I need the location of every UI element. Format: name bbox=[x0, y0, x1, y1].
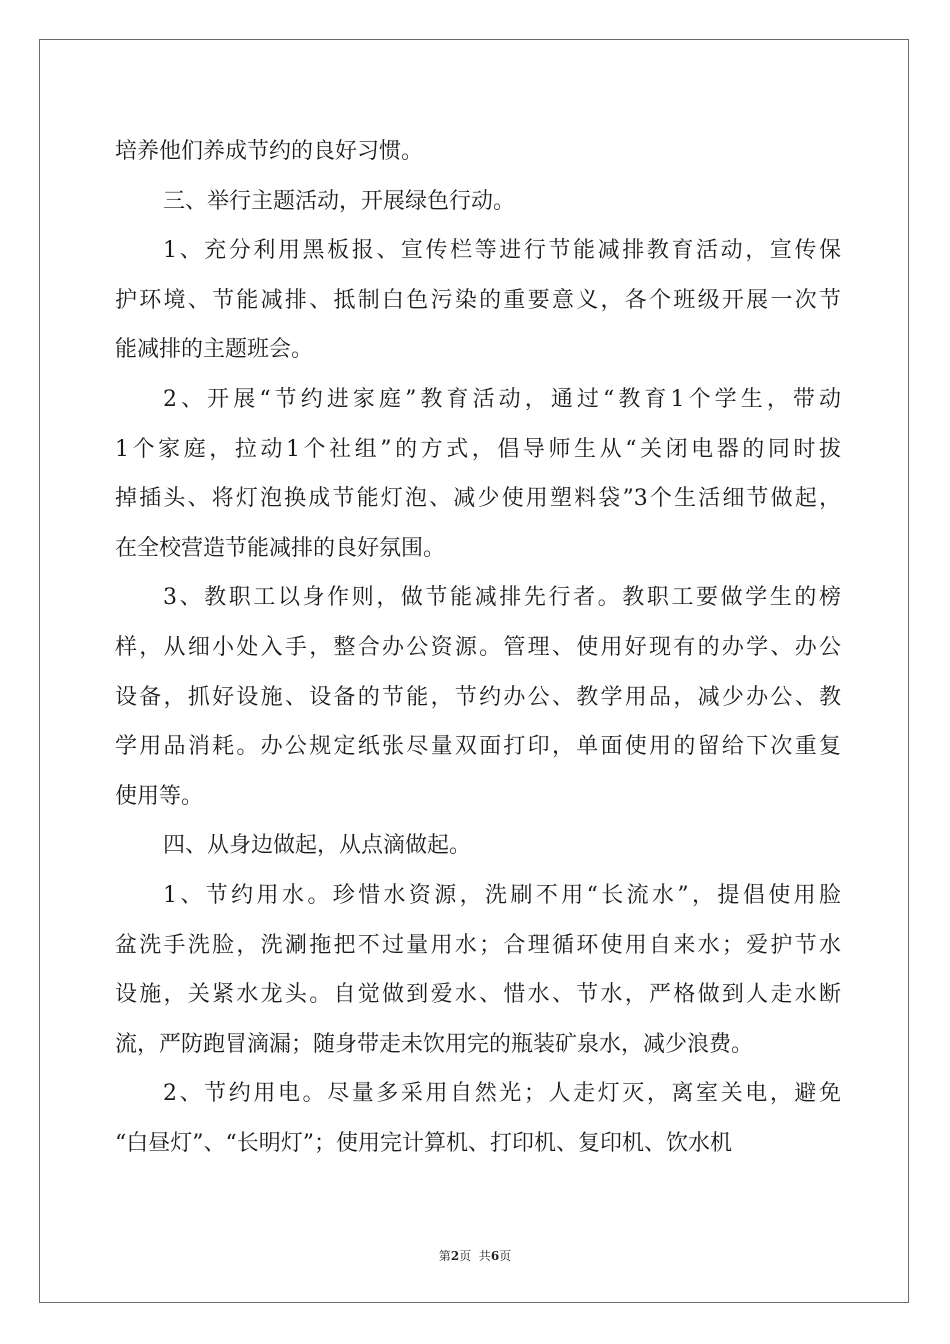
text-line: “白昼灯”、“长明灯”；使用完计算机、打印机、复印机、饮水机 bbox=[115, 1130, 732, 1156]
text-line: 3、教职工以身作则，做节能减排先行者。教职工要做学生的榜 bbox=[163, 585, 841, 611]
paragraph bbox=[115, 573, 841, 821]
text-line: 2、节约用电。尽量多采用自然光；人走灯灭，离室关电，避免 bbox=[163, 1081, 841, 1107]
text-line: 学用品消耗。办公规定纸张尽量双面打印，单面使用的留给下次重复 bbox=[115, 734, 841, 760]
page-footer bbox=[0, 1247, 950, 1264]
text-line: 1个家庭，拉动1个社组”的方式，倡导师生从“关闭电器的同时拔 bbox=[115, 436, 841, 462]
text-line: 设施，关紧水龙头。自觉做到爱水、惜水、节水，严格做到人走水断 bbox=[115, 982, 841, 1008]
paragraph bbox=[115, 871, 841, 1069]
text-line: 护环境、节能减排、抵制白色污染的重要意义，各个班级开展一次节 bbox=[115, 287, 841, 313]
text-line: 2、开展“节约进家庭”教育活动，通过“教育1个学生，带动 bbox=[163, 386, 841, 412]
text-line: 能减排的主题班会。 bbox=[115, 337, 314, 363]
total-pages-number: 6 bbox=[490, 1249, 500, 1263]
footer-prefix: 第 bbox=[438, 1249, 451, 1263]
paragraph bbox=[115, 226, 841, 375]
paragraph bbox=[115, 821, 841, 871]
paragraph bbox=[115, 177, 841, 227]
text-line: 使用等。 bbox=[115, 783, 204, 809]
text-line: 盆洗手洗脸，洗涮拖把不过量用水；合理循环使用自来水；爱护节水 bbox=[115, 932, 841, 958]
paragraph bbox=[115, 127, 841, 177]
text-line: 1、充分利用黑板报、宣传栏等进行节能减排教育活动，宣传保 bbox=[163, 238, 841, 264]
footer-mid: 页 共 bbox=[459, 1249, 491, 1263]
document-body bbox=[115, 127, 841, 1168]
paragraph bbox=[115, 1069, 841, 1168]
text-line: 四、从身边做起，从点滴做起。 bbox=[163, 833, 472, 859]
text-line: 在全校营造节能减排的良好氛围。 bbox=[115, 535, 446, 561]
text-line: 1、节约用水。珍惜水资源，洗刷不用“长流水”，提倡使用脸 bbox=[163, 882, 841, 908]
text-line: 流，严防跑冒滴漏；随身带走未饮用完的瓶装矿泉水，减少浪费。 bbox=[115, 1031, 754, 1057]
text-line: 设备，抓好设施、设备的节能，节约办公、教学用品，减少办公、教 bbox=[115, 684, 841, 710]
footer-suffix: 页 bbox=[499, 1249, 512, 1263]
text-line: 三、举行主题活动，开展绿色行动。 bbox=[163, 188, 516, 214]
current-page-number: 2 bbox=[450, 1249, 460, 1263]
text-line: 培养他们养成节约的良好习惯。 bbox=[115, 139, 424, 164]
paragraph bbox=[115, 375, 841, 573]
text-line: 掉插头、将灯泡换成节能灯泡、减少使用塑料袋”3个生活细节做起， bbox=[115, 486, 841, 512]
text-line: 样，从细小处入手，整合办公资源。管理、使用好现有的办学、办公 bbox=[115, 634, 841, 660]
